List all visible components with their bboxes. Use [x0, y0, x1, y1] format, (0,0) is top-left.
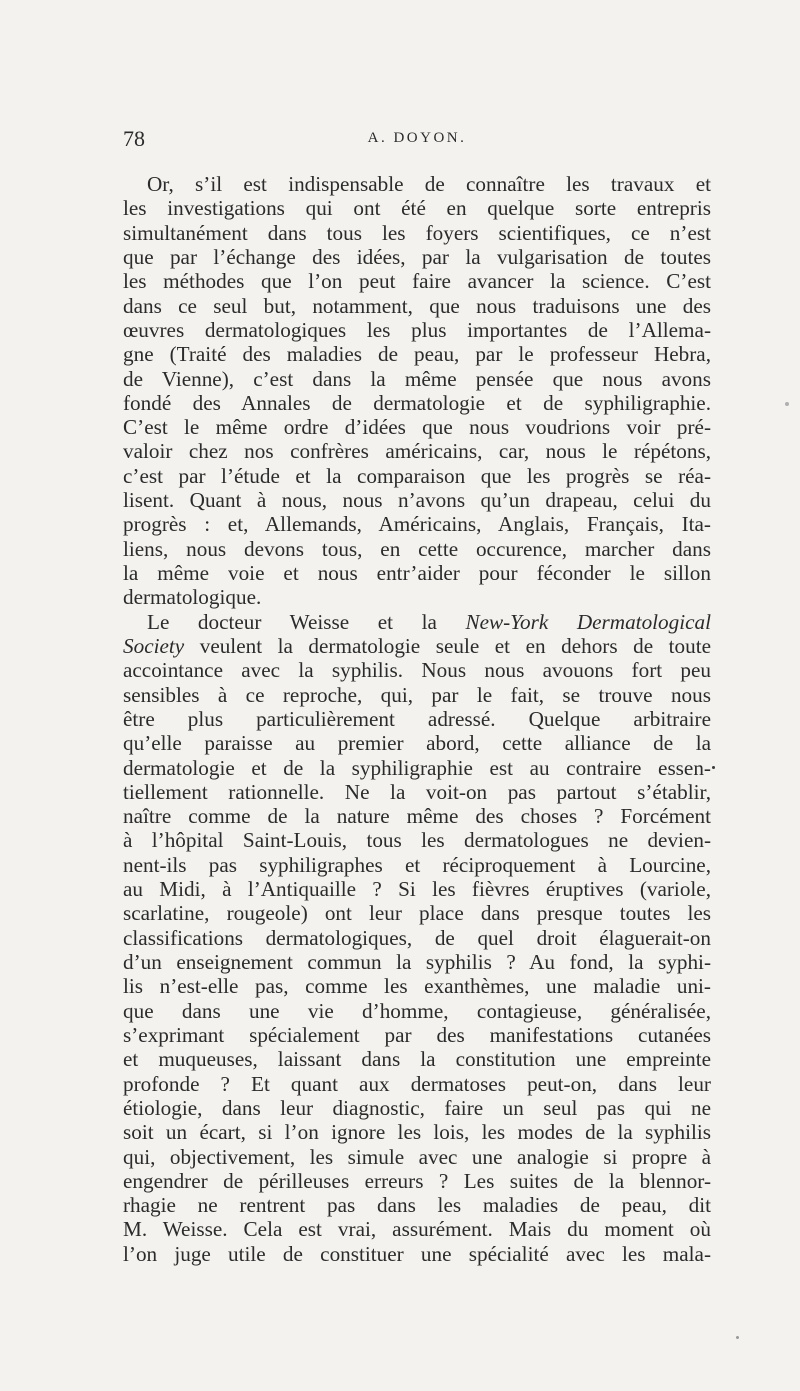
text-line: naître comme de la nature même des choses ? Forcément: [123, 804, 711, 829]
text-line: que dans une vie d’homme, contagieuse, généralisée,: [123, 998, 711, 1023]
text-line-prefix: Le docteur Weisse et la: [147, 609, 466, 634]
text-line: d’un enseignement commun la syphilis ? Au fond, la syphi-: [123, 950, 711, 974]
text-line: classifications dermatologiques, de quel droit élaguerait-on: [123, 925, 711, 950]
text-line: à l’hôpital Saint-Louis, tous les dermatologues ne devien-: [123, 828, 711, 853]
text-line: fondé des Annales de dermatologie et de syphiligraphie.: [123, 390, 711, 415]
running-head: A. DOYON.: [367, 130, 467, 146]
body-text: [123, 172, 711, 1266]
ink-speck: [785, 402, 789, 406]
text-line: sensibles à ce reproche, qui, par le fait, se trouve nous: [123, 682, 711, 707]
text-line: simultanément dans tous les foyers scientifiques, ce n’est: [123, 220, 711, 245]
text-line: M. Weisse. Cela est vrai, assurément. Mais du moment où: [123, 1217, 711, 1242]
text-line: la même voie et nous entr’aider pour féconder le sillon: [123, 561, 711, 585]
text-line: rhagie ne rentrent pas dans les maladies de peau, dit: [123, 1193, 711, 1218]
text-line: profonde ? Et quant aux dermatoses peut-on, dans leur: [123, 1071, 711, 1096]
text-line: et muqueuses, laissant dans la constitution une empreinte: [123, 1047, 711, 1072]
text-line: progrès : et, Allemands, Américains, Anglais, Français, Ita-: [123, 512, 711, 537]
text-line: lisent. Quant à nous, nous n’avons qu’un drapeau, celui du: [123, 488, 711, 513]
text-line: étiologie, dans leur diagnostic, faire un seul pas qui ne: [123, 1095, 711, 1120]
text-line: les investigations qui ont été en quelque sorte entrepris: [123, 196, 711, 221]
text-line: lis n’est-elle pas, comme les exanthèmes, une maladie uni-: [123, 974, 711, 999]
text-line: engendrer de périlleuses erreurs ? Les suites de la blennor-: [123, 1168, 711, 1193]
text-line: C’est le même ordre d’idées que nous voudrions voir pré-: [123, 415, 711, 440]
text-line: qu’elle paraisse au premier abord, cette alliance de la: [123, 731, 711, 756]
text-line: gne (Traité des maladies de peau, par le professeur Hebra,: [123, 342, 711, 367]
ink-speck: [712, 766, 715, 769]
text-line: que par l’échange des idées, par la vulgarisation de toutes: [123, 244, 711, 269]
page-number: 78: [123, 126, 145, 151]
text-line: dermatologique.: [123, 585, 262, 610]
text-line: dermatologie et de la syphiligraphie est au contraire essen-: [123, 755, 711, 780]
text-line-mixed: [123, 634, 711, 658]
page-header: [123, 126, 711, 156]
text-line: qui, objectivement, les simule avec une analogie si propre à: [123, 1144, 711, 1169]
text-line: être plus particulièrement adressé. Quelque arbitraire: [123, 706, 711, 731]
text-line: soit un écart, si l’on ignore les lois, les modes de la syphilis: [123, 1120, 711, 1145]
text-line: liens, nous devons tous, en cette occurence, marcher dans: [123, 536, 711, 561]
text-line: au Midi, à l’Antiquaille ? Si les fièvres éruptives (variole,: [123, 877, 711, 902]
text-line: scarlatine, rougeole) ont leur place dans presque toutes les: [123, 901, 711, 926]
text-line: s’exprimant spécialement par des manifestations cutanées: [123, 1022, 711, 1047]
text-line: Or, s’il est indispensable de connaître les travaux et: [147, 172, 711, 196]
text-line: de Vienne), c’est dans la même pensée que nous avons: [123, 366, 711, 391]
text-line: tiellement rationnelle. Ne la voit-on pas partout s’établir,: [123, 779, 711, 804]
text-line: l’on juge utile de constituer une spécialité avec les mala-: [123, 1241, 711, 1266]
journal-title: New-York Dermatological: [465, 609, 712, 634]
text-line-mixed: [123, 610, 711, 634]
text-line: œuvres dermatologiques les plus importantes de l’Allema-: [123, 317, 711, 342]
text-line: accointance avec la syphilis. Nous nous avouons fort peu: [123, 658, 711, 683]
journal-title-cont: Society: [123, 633, 185, 658]
text-line: dans ce seul but, notamment, que nous traduisons une des: [123, 293, 711, 318]
text-line: valoir chez nos confrères américains, car, nous le répétons,: [123, 439, 711, 464]
text-line: c’est par l’étude et la comparaison que les progrès se réa-: [123, 463, 711, 488]
text-line: veulent la dermatologie seule et en dehors de toute: [199, 633, 712, 658]
text-line: nent-ils pas syphiligraphes et réciproquement à Lourcine,: [123, 852, 711, 877]
text-line: les méthodes que l’on peut faire avancer la science. C’est: [123, 269, 711, 294]
ink-speck: [736, 1336, 739, 1339]
